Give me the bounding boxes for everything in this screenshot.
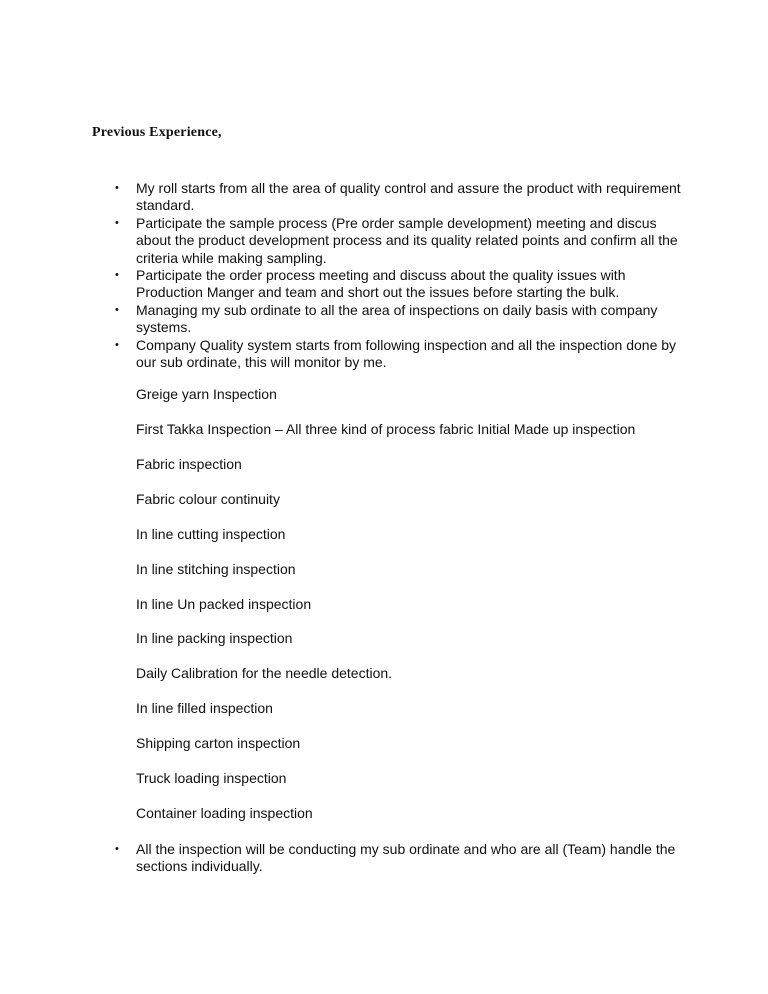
- experience-bullet-list: [115, 180, 695, 371]
- list-item-text: Company Quality system starts from following inspection and all the inspection done by our sub ordinate, this will monitor by me.: [136, 336, 677, 371]
- list-item: [115, 215, 695, 267]
- list-item-text: Participate the order process meeting and discuss about the quality issues with Production Manger and team and short out the issues before starting the bulk.: [136, 267, 626, 301]
- closing-bullet-list: [115, 841, 695, 876]
- list-item: [115, 302, 695, 337]
- inspection-item: Truck loading inspection: [136, 770, 287, 786]
- inspection-item: Container loading inspection: [136, 805, 313, 821]
- bullet-icon: •: [115, 338, 119, 351]
- list-item-text: My roll starts from all the area of quality control and assure the product with requirement standard.: [136, 180, 681, 214]
- list-item: [115, 337, 695, 372]
- inspection-item: Fabric inspection: [136, 456, 242, 472]
- inspection-item: In line packing inspection: [136, 630, 293, 646]
- bullet-icon: •: [115, 216, 119, 229]
- list-item-text: Participate the sample process (Pre order sample development) meeting and discus about the product development process and its quality related points and confirm all the criteria while making sampling.: [136, 214, 678, 266]
- bullet-icon: •: [115, 182, 119, 194]
- inspection-item: Daily Calibration for the needle detection.: [136, 665, 393, 681]
- inspection-item: In line Un packed inspection: [136, 596, 312, 612]
- section-heading: Previous Experience,: [92, 125, 222, 140]
- bullet-icon: •: [115, 269, 119, 282]
- list-item: [115, 841, 695, 876]
- list-item-text: All the inspection will be conducting my sub ordinate and who are all (Team) handle the sections individually.: [136, 841, 676, 875]
- bullet-icon: •: [115, 843, 119, 855]
- inspection-item: In line cutting inspection: [136, 526, 286, 542]
- inspection-item: In line filled inspection: [136, 700, 273, 716]
- bullet-icon: •: [115, 303, 119, 316]
- inspection-item: First Takka Inspection – All three kind of process fabric Initial Made up inspection: [136, 421, 636, 437]
- inspection-item: Greige yarn Inspection: [136, 386, 277, 402]
- list-item-text: Managing my sub ordinate to all the area of inspections on daily basis with company systems.: [136, 301, 658, 336]
- inspection-item: In line stitching inspection: [136, 561, 296, 577]
- list-item: [115, 180, 695, 215]
- inspection-item: Fabric colour continuity: [136, 491, 280, 507]
- inspection-item: Shipping carton inspection: [136, 735, 301, 751]
- list-item: [115, 267, 695, 302]
